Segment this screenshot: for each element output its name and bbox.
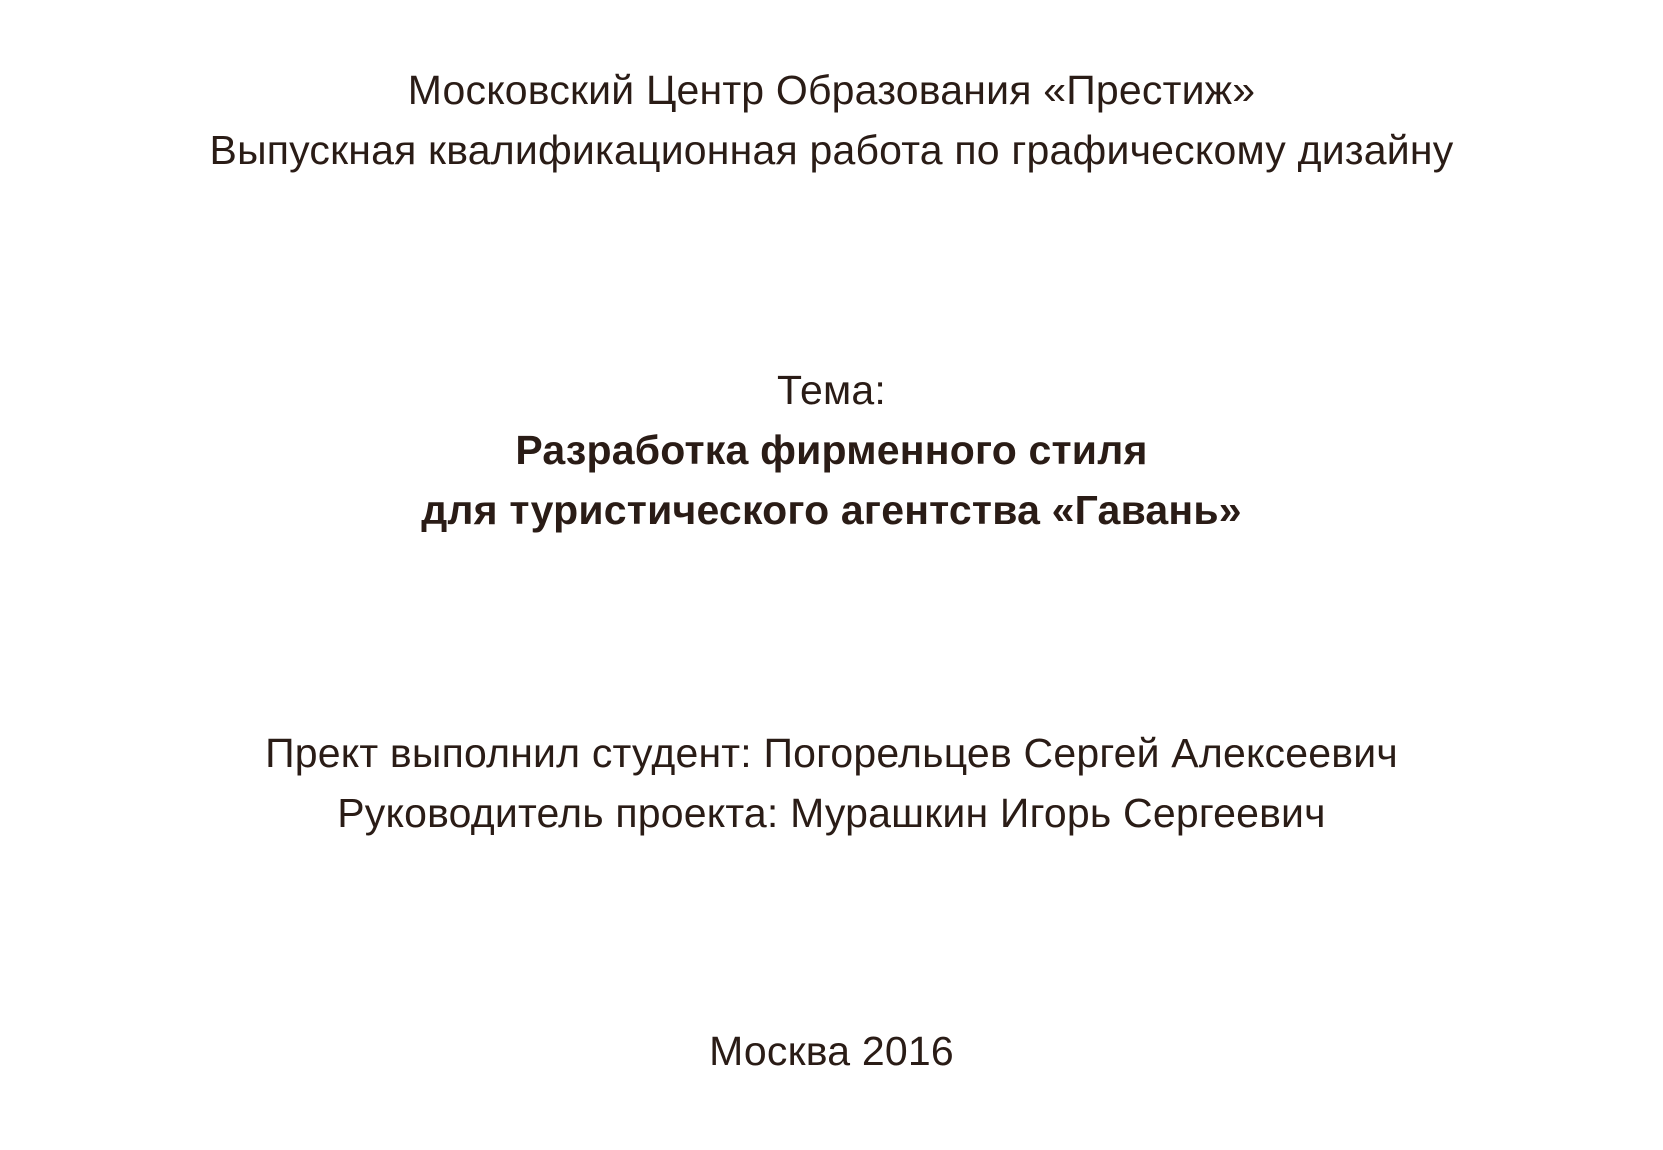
institution-name: Московский Центр Образования «Престиж» bbox=[407, 67, 1256, 113]
city-year: Москва 2016 bbox=[709, 1028, 954, 1074]
supervisor-credit: Руководитель проекта: Мурашкин Игорь Сергеевич bbox=[337, 790, 1326, 836]
topic-title-line1: Разработка фирменного стиля bbox=[515, 427, 1148, 473]
student-credit: Прект выполнил студент: Погорельцев Сергей Алексеевич bbox=[265, 730, 1398, 776]
topic-label: Тема: bbox=[777, 367, 886, 413]
topic-title-line2: для туристического агентства «Гавань» bbox=[421, 487, 1242, 533]
work-type: Выпускная квалификационная работа по графическому дизайну bbox=[209, 127, 1454, 173]
